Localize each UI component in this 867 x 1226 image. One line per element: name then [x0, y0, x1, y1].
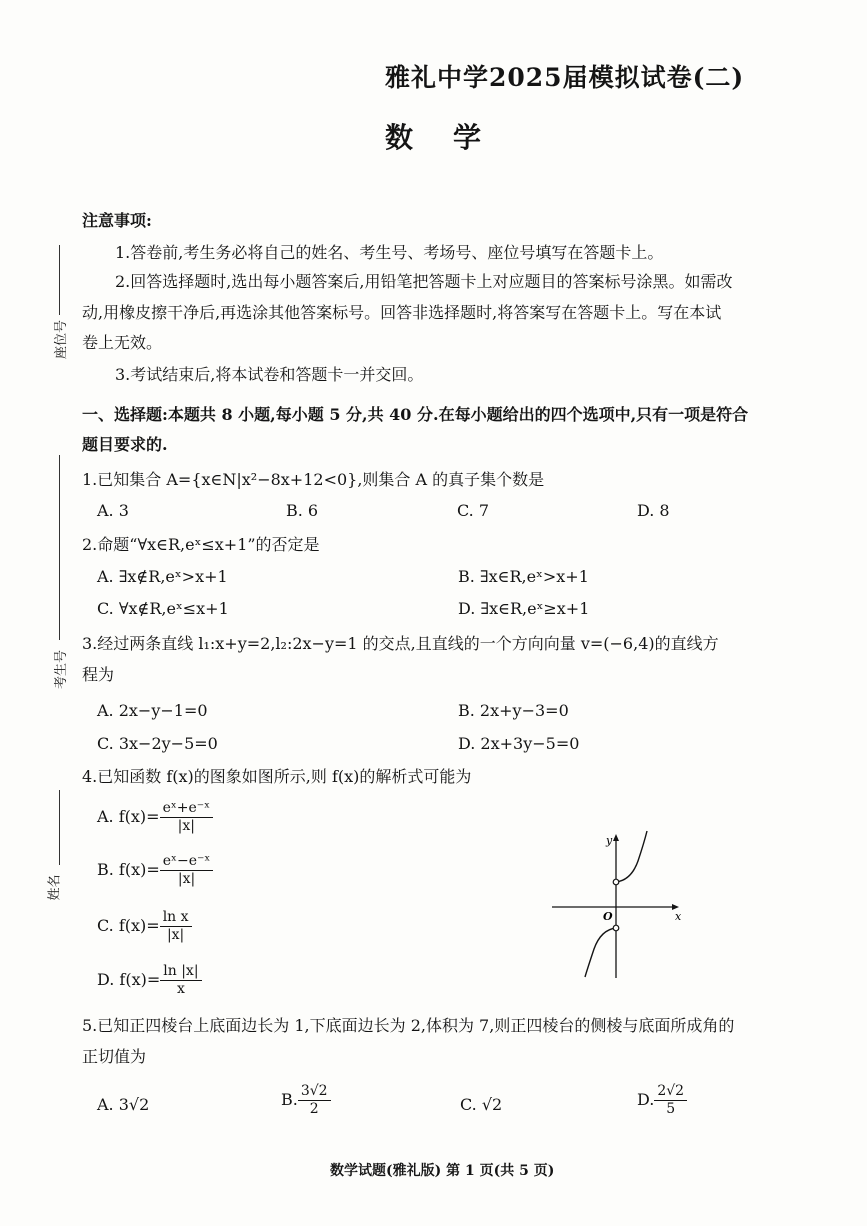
- exam-title: 雅礼中学2025届模拟试卷(二): [385, 63, 745, 92]
- q4-option-c: [97, 909, 192, 944]
- q5-option-d-fraction: [654, 1083, 687, 1118]
- denominator: |x|: [166, 927, 185, 943]
- q4-option-d-fraction: [160, 963, 201, 998]
- q1-option-b: B. 6: [286, 501, 319, 520]
- numerator: 3√2: [298, 1083, 331, 1101]
- notice-item-2-line-2: 动,用橡皮擦干净后,再选涂其他答案标号。回答非选择题时,将答案写在答题卡上。写在本试: [82, 303, 722, 322]
- q4-stem: 4.已知函数 f(x)的图象如图所示,则 f(x)的解析式可能为: [82, 767, 472, 786]
- q1-stem: 1.已知集合 A={x∈N|x²−8x+12<0},则集合 A 的真子集个数是: [82, 470, 545, 489]
- y-axis-label: y: [606, 834, 613, 847]
- page-footer: 数学试题(雅礼版) 第 1 页(共 5 页): [330, 1163, 555, 1179]
- q3-option-a: A. 2x−y−1=0: [97, 701, 208, 720]
- curve-left-branch: [585, 928, 616, 977]
- denominator: |x|: [177, 818, 196, 834]
- q4-option-a-fraction: [160, 800, 214, 835]
- numerator: eˣ+e⁻ˣ: [160, 800, 214, 818]
- q1-option-d: D. 8: [637, 501, 670, 520]
- q4-option-c-prefix: C. f(x)=: [97, 916, 160, 935]
- y-axis-arrow: [613, 834, 619, 841]
- denominator: 5: [666, 1101, 676, 1117]
- name-label: 姓名: [47, 874, 63, 901]
- section-1-line-2: 题目要求的.: [82, 435, 168, 454]
- name-line: [59, 790, 60, 865]
- origin-label: O: [603, 910, 613, 923]
- q5-option-a: A. 3√2: [97, 1095, 150, 1114]
- q3-stem-line-2: 程为: [82, 665, 115, 684]
- q5-option-c: C. √2: [460, 1095, 503, 1114]
- denominator: 2: [309, 1101, 319, 1117]
- subject-title: 数学: [385, 121, 522, 154]
- denominator: |x|: [177, 871, 196, 887]
- q2-option-a: A. ∃x∉R,eˣ>x+1: [97, 567, 228, 586]
- curve-right-branch: [616, 831, 647, 882]
- numerator: 2√2: [654, 1083, 687, 1101]
- q4-function-graph: [545, 825, 695, 980]
- q4-option-c-fraction: [160, 909, 192, 944]
- exam-no-label: 考生号: [54, 649, 70, 690]
- numerator: ln |x|: [160, 963, 201, 981]
- q3-option-d: D. 2x+3y−5=0: [458, 734, 580, 753]
- notice-item-3: 3.考试结束后,将本试卷和答题卡一并交回。: [115, 365, 424, 384]
- notice-item-2-line-1: 2.回答选择题时,选出每小题答案后,用铅笔把答题卡上对应题目的答案标号涂黑。如需改: [115, 272, 733, 291]
- q1-option-a: A. 3: [97, 501, 129, 520]
- open-point-lower: [613, 925, 619, 931]
- denominator: x: [176, 981, 185, 997]
- q1-option-c: C. 7: [457, 501, 490, 520]
- section-1-line-1: 一、选择题:本题共 8 小题,每小题 5 分,共 40 分.在每小题给出的四个选项中,只有一项是符合: [82, 405, 749, 424]
- seat-label: 座位号: [54, 319, 70, 360]
- q5-option-b: [281, 1083, 331, 1118]
- q5-stem-line-2: 正切值为: [82, 1047, 147, 1066]
- notice-heading: 注意事项:: [82, 211, 152, 230]
- notice-item-2-line-3: 卷上无效。: [82, 333, 163, 352]
- q3-option-c: C. 3x−2y−5=0: [97, 734, 218, 753]
- numerator: ln x: [160, 909, 192, 927]
- open-point-upper: [613, 879, 619, 885]
- q4-option-a: [97, 800, 213, 835]
- q2-option-c: C. ∀x∉R,eˣ≤x+1: [97, 599, 229, 618]
- q5-option-b-prefix: B.: [281, 1090, 298, 1109]
- x-axis-label: x: [675, 910, 682, 923]
- q4-option-b-fraction: [160, 853, 214, 888]
- q5-stem-line-1: 5.已知正四棱台上底面边长为 1,下底面边长为 2,体积为 7,则正四棱台的侧棱与底面所成角的: [82, 1016, 735, 1035]
- q2-stem: 2.命题“∀x∈R,eˣ≤x+1”的否定是: [82, 535, 320, 554]
- q2-option-d: D. ∃x∈R,eˣ≥x+1: [458, 599, 590, 618]
- exam-no-line: [59, 455, 60, 640]
- q4-option-d: [97, 963, 202, 998]
- numerator: eˣ−e⁻ˣ: [160, 853, 214, 871]
- q4-option-b: [97, 853, 213, 888]
- q4-option-b-prefix: B. f(x)=: [97, 860, 160, 879]
- q4-option-d-prefix: D. f(x)=: [97, 970, 161, 989]
- q5-option-b-fraction: [298, 1083, 331, 1118]
- q4-option-a-prefix: A. f(x)=: [97, 807, 160, 826]
- seat-line: [59, 245, 60, 315]
- q5-option-d: [637, 1083, 687, 1118]
- q2-option-b: B. ∃x∈R,eˣ>x+1: [458, 567, 589, 586]
- notice-item-1: 1.答卷前,考生务必将自己的姓名、考生号、考场号、座位号填写在答题卡上。: [115, 243, 664, 262]
- q5-option-d-prefix: D.: [637, 1090, 655, 1109]
- q3-option-b: B. 2x+y−3=0: [458, 701, 569, 720]
- q3-stem-line-1: 3.经过两条直线 l₁:x+y=2,l₂:2x−y=1 的交点,且直线的一个方向向量 v=(−6,4)的直线方: [82, 634, 719, 653]
